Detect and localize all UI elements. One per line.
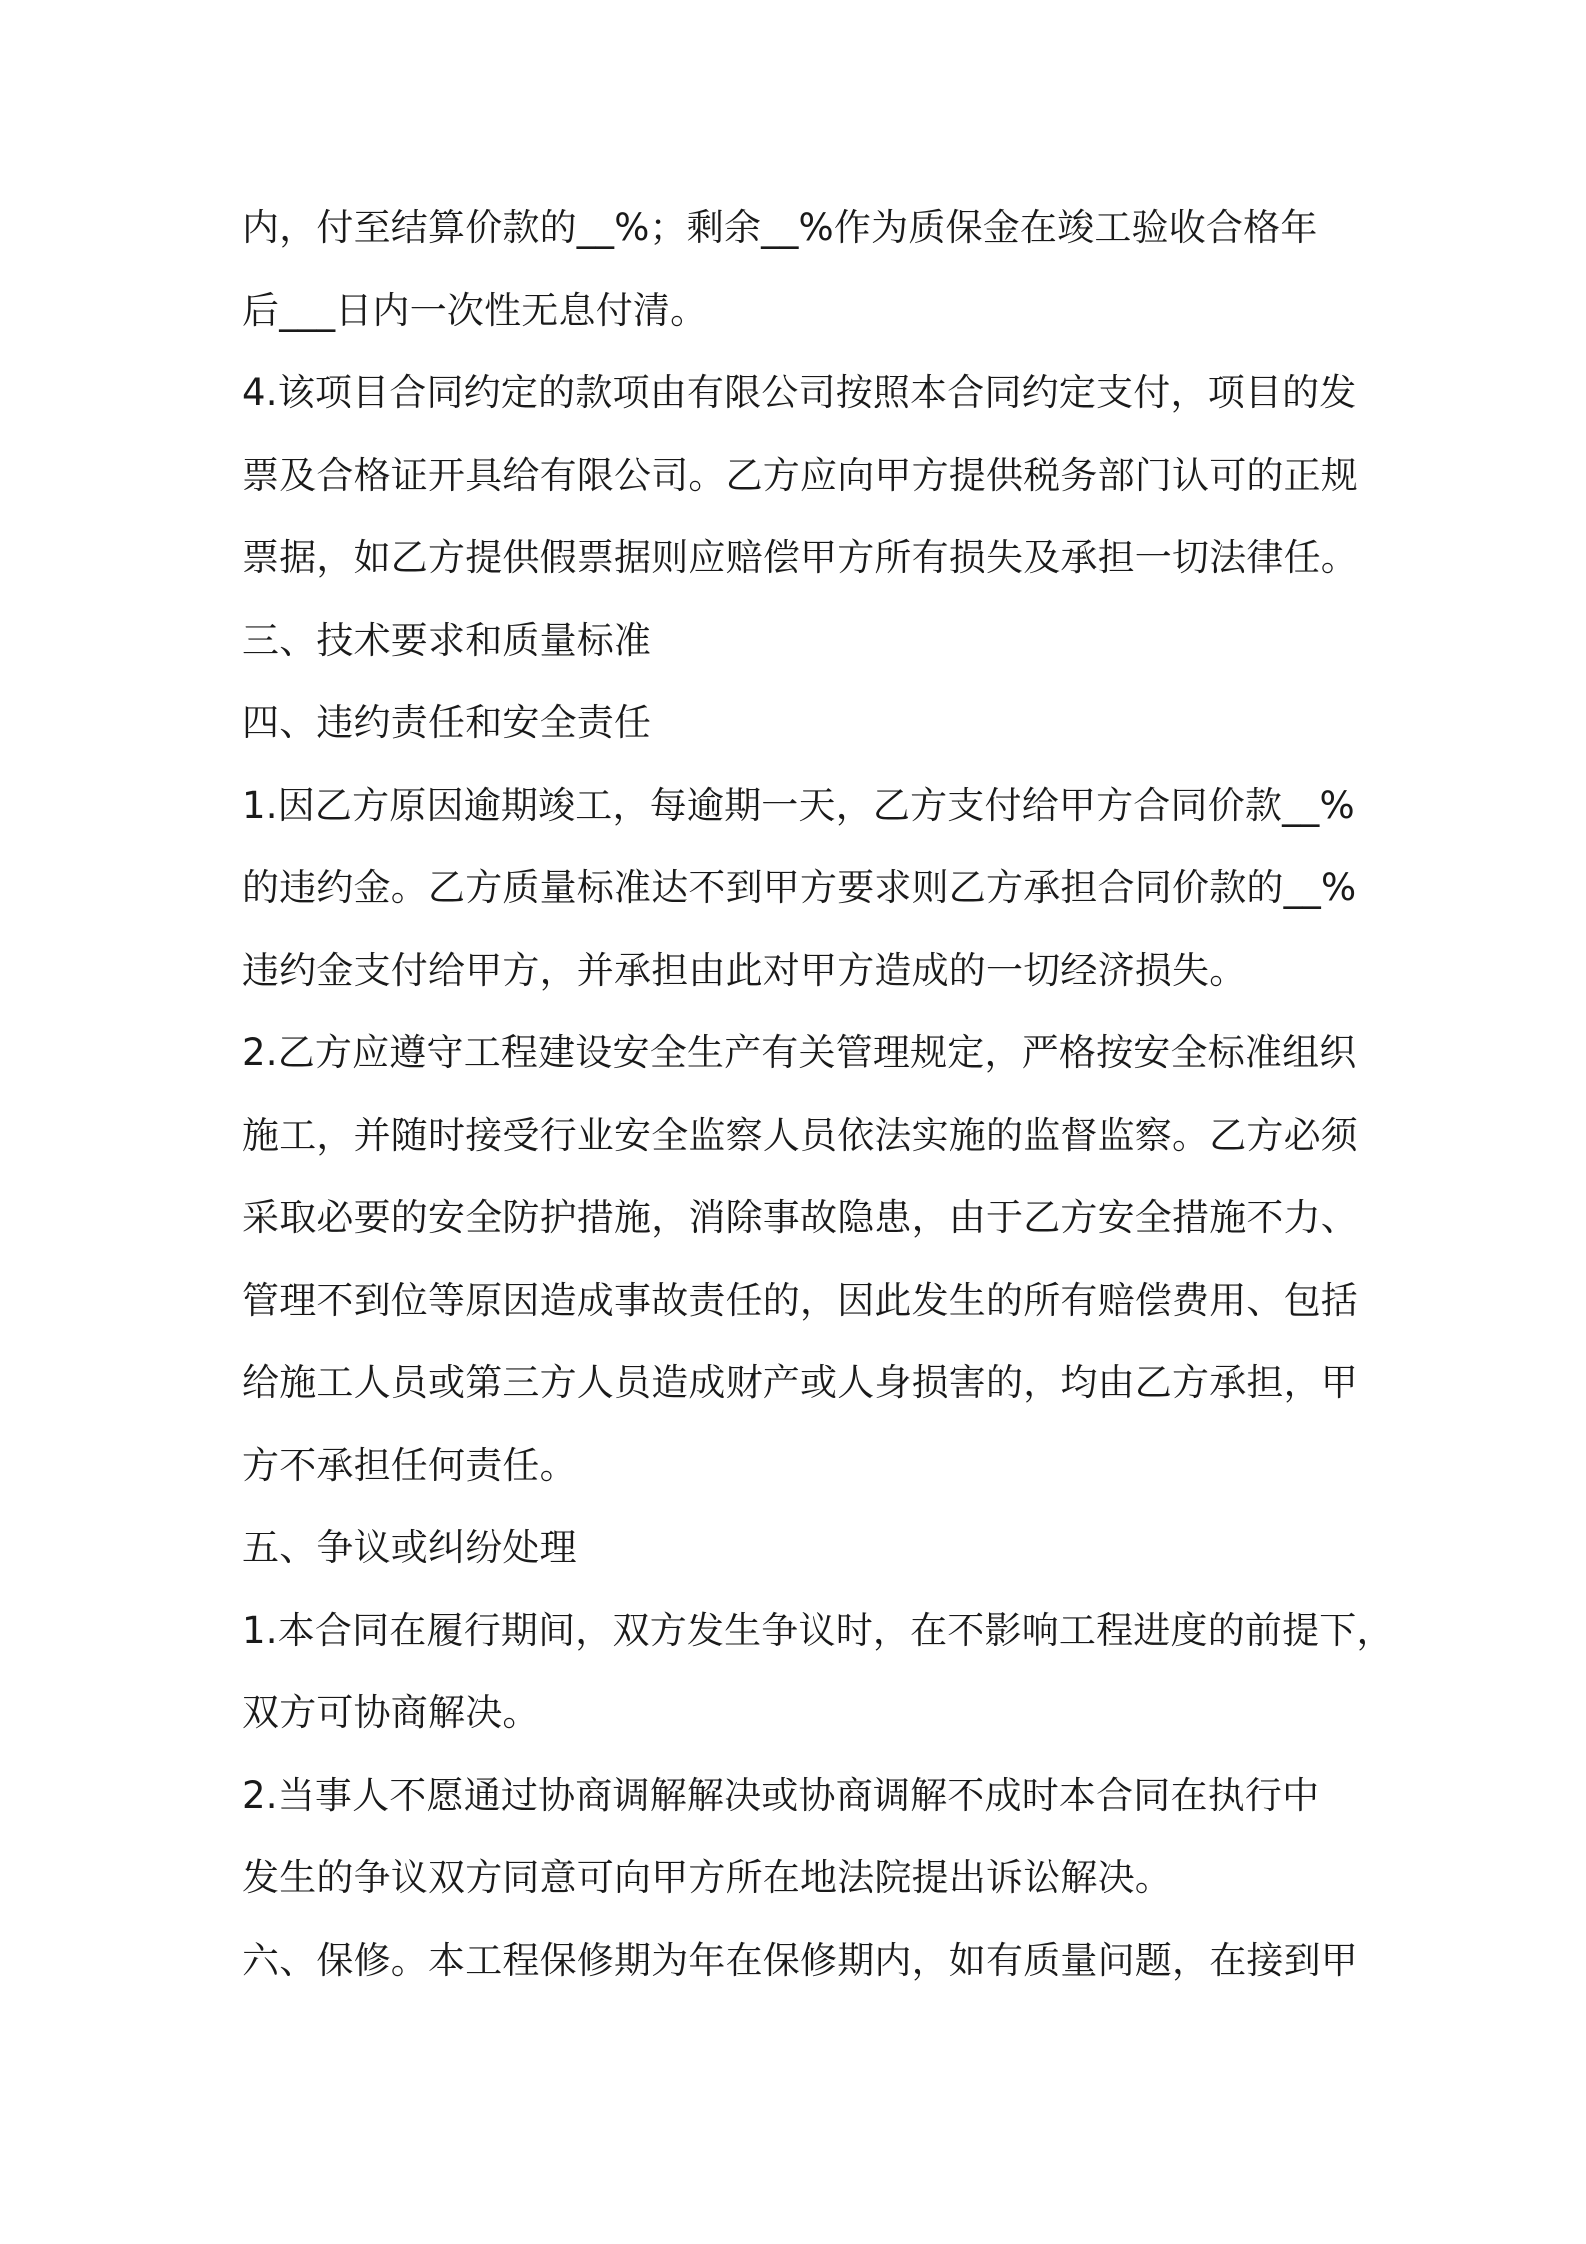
text-line: 方不承担任何责任。 <box>242 1443 577 1487</box>
text-line: 内，付至结算价款的__%；剩余__%作为质保金在竣工验收合格年 <box>242 206 1318 249</box>
text-line: 票据，如乙方提供假票据则应赔偿甲方所有损失及承担一切法律任。 <box>242 536 1358 579</box>
text-line: 施工，并随时接受行业安全监察人员依法实施的监督监察。乙方必须 <box>242 1113 1358 1157</box>
text-line: 采取必要的安全防护措施，消除事故隐患，由于乙方安全措施不力、 <box>242 1196 1358 1239</box>
text-line: 六、保修。本工程保修期为年在保修期内，如有质量问题，在接到甲 <box>242 1938 1358 1982</box>
text-line: 的违约金。乙方质量标准达不到甲方要求则乙方承担合同价款的__% <box>242 866 1357 909</box>
document-body <box>242 198 1394 2013</box>
text-line: 1.本合同在履行期间，双方发生争议时，在不影响工程进度的前提下， <box>242 1608 1394 1652</box>
text-line: 后___日内一次性无息付清。 <box>242 288 708 332</box>
text-line: 给施工人员或第三方人员造成财产或人身损害的，均由乙方承担，甲 <box>242 1361 1358 1404</box>
text-line: 发生的争议双方同意可向甲方所在地法院提出诉讼解决。 <box>242 1856 1172 1899</box>
text-line: 4.该项目合同约定的款项由有限公司按照本合同约定支付，项目的发 <box>242 371 1357 414</box>
section-heading: 三、技术要求和质量标准 <box>242 618 652 662</box>
text-line: 双方可协商解决。 <box>242 1691 540 1734</box>
section-heading: 四、违约责任和安全责任 <box>242 701 652 744</box>
text-line: 违约金支付给甲方，并承担由此对甲方造成的一切经济损失。 <box>242 948 1247 992</box>
text-line: 2.乙方应遵守工程建设安全生产有关管理规定，严格按安全标准组织 <box>242 1031 1357 1074</box>
text-line: 2.当事人不愿通过协商调解解决或协商调解不成时本合同在执行中 <box>242 1773 1320 1817</box>
text-line: 票及合格证开具给有限公司。乙方应向甲方提供税务部门认可的正规 <box>242 453 1358 497</box>
text-line: 1.因乙方原因逾期竣工，每逾期一天，乙方支付给甲方合同价款__% <box>242 783 1355 827</box>
text-line: 管理不到位等原因造成事故责任的，因此发生的所有赔偿费用、包括 <box>242 1278 1358 1322</box>
section-heading: 五、争议或纠纷处理 <box>242 1526 577 1569</box>
